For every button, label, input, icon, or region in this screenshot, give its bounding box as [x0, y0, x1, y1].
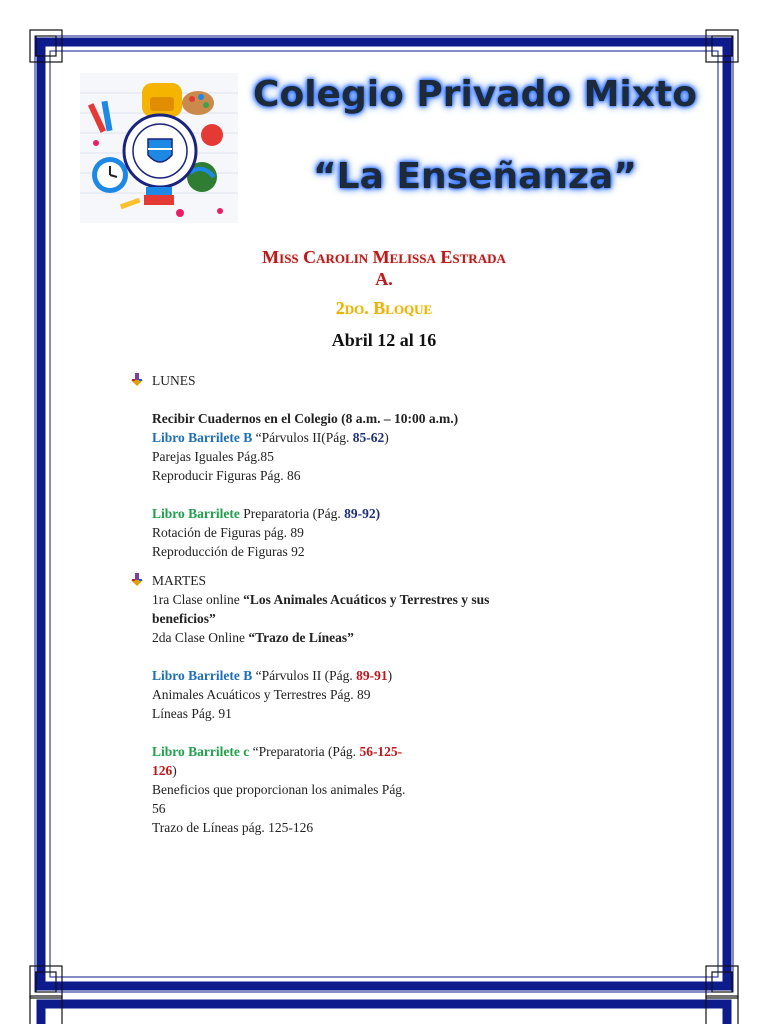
- teacher-fullname: Miss Carolin Melissa Estrada: [262, 247, 506, 267]
- school-logo-icon: [80, 73, 238, 223]
- book-line: Libro Barrilete B “Párvulos II(Pág. 85-62): [152, 430, 389, 445]
- day-heading-martes: [130, 570, 550, 590]
- section-lunes: [152, 390, 550, 561]
- bullet-arrow-icon: [130, 573, 144, 587]
- book-line: Libro Barrilete c “Preparatoria (Pág. 56-125-: [152, 744, 403, 759]
- teacher-initial: A.: [375, 269, 393, 289]
- bullet-arrow-icon: [130, 373, 144, 387]
- book-line: Libro Barrilete B “Párvulos II (Pág. 89-91): [152, 668, 393, 683]
- list-item: 56: [152, 801, 166, 816]
- list-item: Reproducir Figuras Pág. 86: [152, 468, 301, 483]
- day-label: MARTES: [152, 572, 206, 588]
- receive-notebooks: Recibir Cuadernos en el Colegio (8 a.m. – 10:00 a.m.): [152, 411, 459, 426]
- book-line: Libro Barrilete Preparatoria (Pág. 89-92): [152, 506, 381, 521]
- section-martes: [152, 590, 550, 837]
- teacher-name: [244, 246, 524, 290]
- schedule-content: [130, 370, 550, 837]
- list-item: Líneas Pág. 91: [152, 706, 232, 721]
- school-title-line2: “La Enseñanza”: [313, 156, 637, 197]
- day-label: LUNES: [152, 372, 196, 388]
- list-item: Parejas Iguales Pág.85: [152, 449, 274, 464]
- date-range: Abril 12 al 16: [331, 330, 437, 350]
- class-line: 1ra Clase online “Los Animales Acuáticos y Terrestres y sus: [152, 592, 490, 607]
- day-heading-lunes: [130, 370, 550, 390]
- bloque-label: 2do. Bloque: [335, 298, 433, 318]
- list-item: Rotación de Figuras pág. 89: [152, 525, 304, 540]
- list-item: Reproducción de Figuras 92: [152, 544, 305, 559]
- school-title-line1: Colegio Privado Mixto: [253, 74, 697, 115]
- class-line-cont: beneficios”: [152, 611, 216, 626]
- list-item: Beneficios que proporcionan los animales Pág.: [152, 782, 406, 797]
- list-item: Animales Acuáticos y Terrestres Pág. 89: [152, 687, 371, 702]
- class-line: 2da Clase Online “Trazo de Líneas”: [152, 630, 354, 645]
- list-item: Trazo de Líneas pág. 125-126: [152, 820, 314, 835]
- book-line-cont: 126): [152, 763, 177, 778]
